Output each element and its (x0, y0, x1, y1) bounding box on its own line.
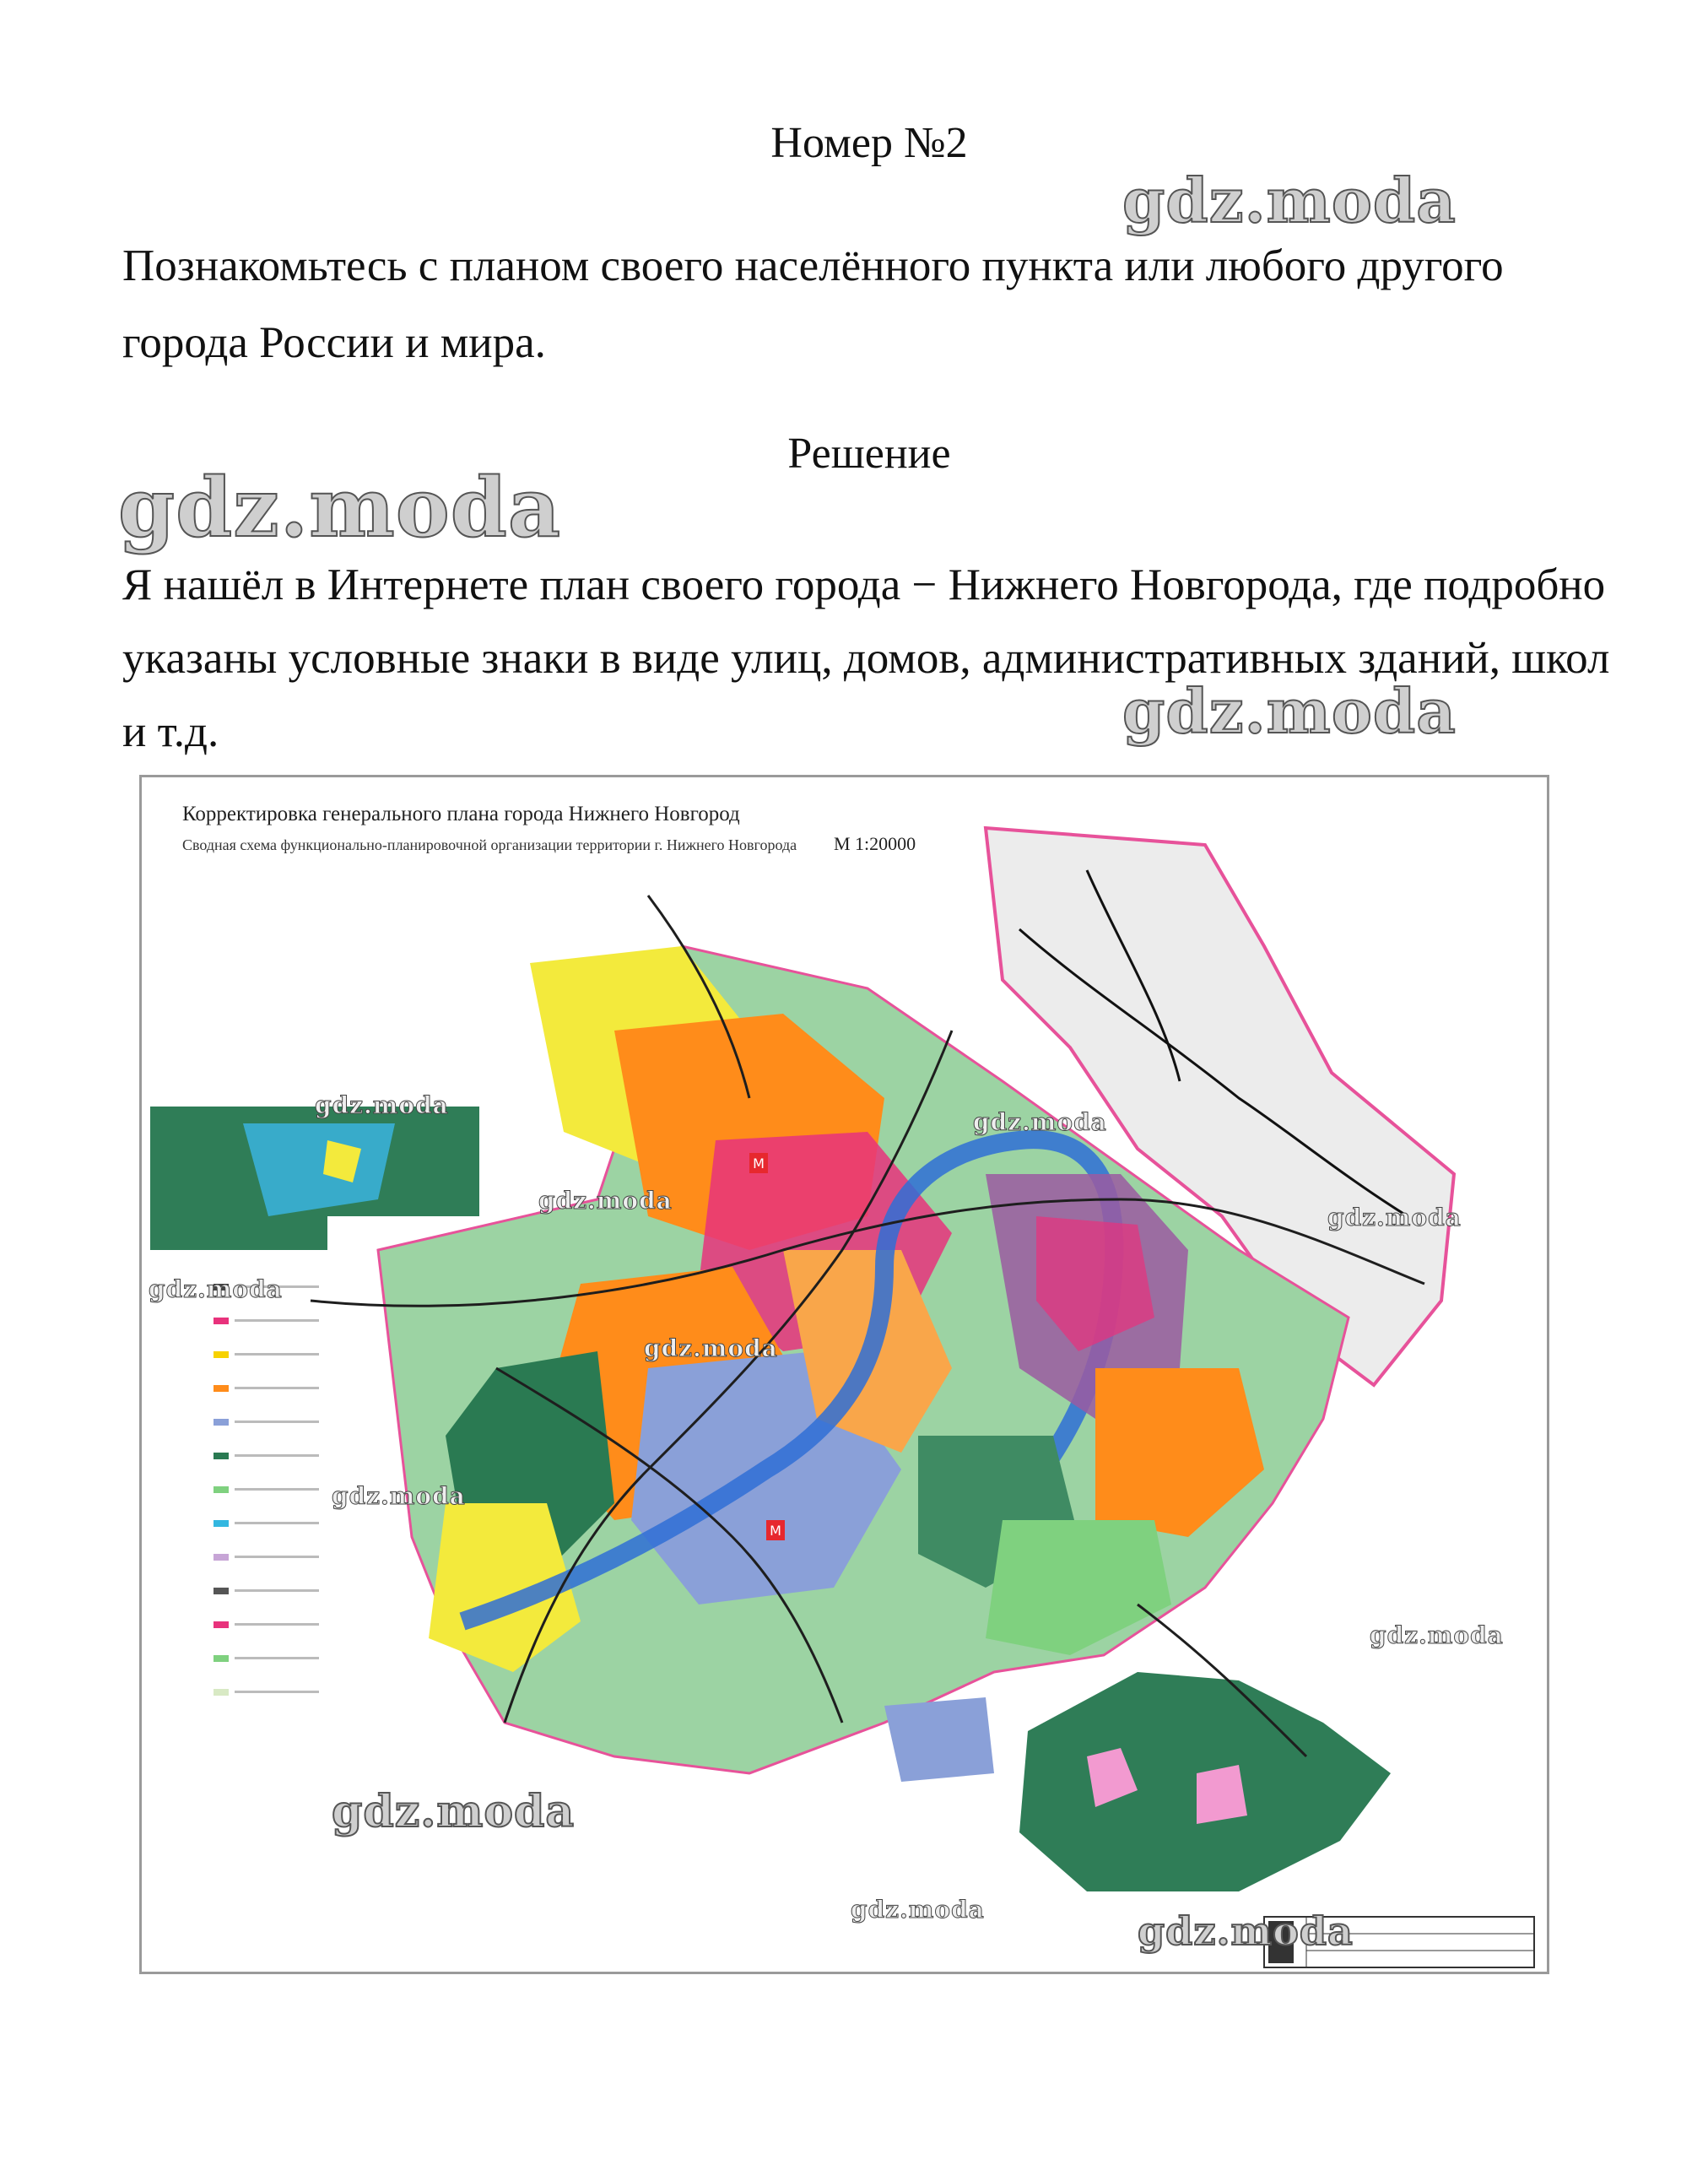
page-title: Номер №2 (770, 119, 968, 167)
metro-icon: M (770, 1523, 781, 1539)
city-map (139, 775, 1549, 1974)
map-subtitle: Сводная схема функционально-планировочной организации территории г. Нижнего Новгорода (182, 836, 797, 853)
watermark: gdz.moda (1122, 675, 1457, 747)
watermark: gdz.moda (851, 1896, 985, 1924)
watermark: gdz.moda (149, 1275, 283, 1303)
watermark: gdz.moda (118, 460, 562, 555)
watermark: gdz.moda (332, 1482, 466, 1510)
watermark: gdz.moda (1122, 165, 1457, 236)
task-text: Познакомьтесь с планом своего населённого пункта или любого другого города России и мира. (122, 241, 1504, 367)
watermark: gdz.moda (332, 1786, 576, 1837)
watermark: gdz.moda (538, 1187, 673, 1215)
watermark: gdz.moda (1370, 1621, 1504, 1649)
watermark: gdz.moda (644, 1334, 778, 1362)
metro-icon: M (753, 1155, 765, 1172)
map-legend (209, 1258, 327, 1731)
watermark: gdz.moda (315, 1091, 449, 1119)
answer-text: Я нашёл в Интернете план своего города − Нижнего Новгорода, где подробно указаны условные знаки в виде улиц, домов, административных зданий, школ и т.д. (122, 560, 1610, 756)
map-scale: М 1:20000 (834, 833, 916, 854)
solution-heading: Решение (787, 430, 951, 478)
map-title: Корректировка генерального плана города Нижнего Новгород (182, 803, 740, 825)
watermark: gdz.moda (1327, 1204, 1462, 1231)
industrial-zone (884, 1697, 994, 1782)
watermark: gdz.moda (973, 1108, 1107, 1136)
watermark: gdz.moda (1138, 1908, 1354, 1954)
